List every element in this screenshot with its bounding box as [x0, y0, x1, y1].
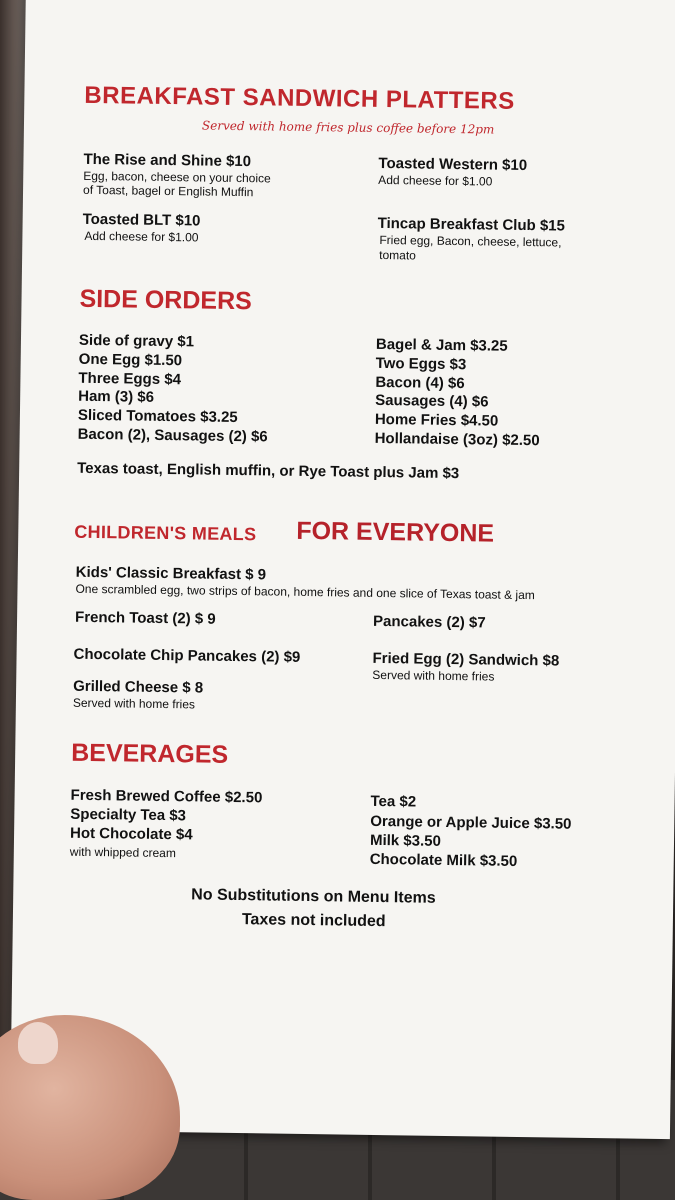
section-title-for-everyone: FOR EVERYONE [296, 516, 495, 548]
french-toast-item: French Toast (2) $ 9 [74, 608, 216, 628]
menu-sheet [10, 0, 675, 1139]
item-rise-and-shine: The Rise and Shine $10 [83, 150, 252, 171]
side-item: Bagel & Jam $3.25 [375, 335, 508, 355]
item-desc: One scrambled egg, two strips of bacon, home fries and one slice of Texas toast & jam [75, 581, 535, 603]
item-desc: Add cheese for $1.00 [84, 228, 199, 245]
section-title-side-orders: SIDE ORDERS [79, 284, 252, 316]
toast-item: Texas toast, English muffin, or Rye Toast plus Jam $3 [77, 459, 460, 483]
choc-chip-pancakes-item: Chocolate Chip Pancakes (2) $9 [73, 645, 301, 666]
item-desc: tomato [379, 247, 416, 263]
grilled-cheese-item: Grilled Cheese $ 8 [73, 677, 204, 697]
beverage-item: Chocolate Milk $3.50 [369, 850, 518, 870]
item-toasted-blt: Toasted BLT $10 [82, 210, 201, 230]
side-item: Bacon (2), Sausages (2) $6 [77, 425, 268, 446]
side-item: Sausages (4) $6 [375, 391, 489, 411]
beverage-item: Milk $3.50 [369, 831, 442, 850]
side-item: Home Fries $4.50 [374, 410, 499, 430]
section-title-beverages: BEVERAGES [71, 738, 229, 769]
pancakes-item: Pancakes (2) $7 [372, 612, 486, 632]
side-item: One Egg $1.50 [78, 350, 183, 370]
item-tincap-club: Tincap Breakfast Club $15 [377, 214, 566, 235]
side-item: Side of gravy $1 [78, 331, 195, 351]
item-desc: of Toast, bagel or English Muffin [82, 182, 254, 200]
beverage-item: Hot Chocolate $4 [69, 824, 193, 844]
item-desc: Served with home fries [372, 667, 495, 684]
item-desc: Served with home fries [72, 695, 196, 712]
footer-note: Taxes not included [241, 911, 386, 931]
fingernail [18, 1022, 58, 1064]
item-desc: with whipped cream [69, 844, 176, 861]
item-desc: Add cheese for $1.00 [378, 172, 493, 189]
side-item: Sliced Tomatoes $3.25 [77, 406, 238, 426]
side-item: Three Eggs $4 [78, 369, 182, 389]
item-desc: Egg, bacon, cheese on your choice [83, 168, 271, 186]
beverage-item: Specialty Tea $3 [70, 805, 187, 825]
beverage-item: Fresh Brewed Coffee $2.50 [70, 786, 263, 807]
side-item: Ham (3) $6 [78, 387, 155, 406]
item-desc: Fried egg, Bacon, cheese, lettuce, [379, 232, 562, 250]
item-toasted-western: Toasted Western $10 [378, 154, 528, 175]
footer-note: No Substitutions on Menu Items [191, 886, 436, 907]
side-item: Two Eggs $3 [375, 354, 467, 374]
side-item: Hollandaise (3oz) $2.50 [374, 429, 540, 450]
side-item: Bacon (4) $6 [375, 373, 465, 393]
kids-classic-item: Kids' Classic Breakfast $ 9 [75, 563, 267, 584]
section-title-childrens-meals: CHILDREN'S MEALS [74, 521, 257, 545]
beverage-item: Orange or Apple Juice $3.50 [370, 812, 572, 833]
section-subtitle: Served with home fries plus coffee before 12pm [201, 118, 495, 137]
fried-egg-sandwich-item: Fried Egg (2) Sandwich $8 [372, 649, 560, 670]
section-title-breakfast: BREAKFAST SANDWICH PLATTERS [84, 81, 515, 115]
beverage-item: Tea $2 [370, 792, 417, 811]
